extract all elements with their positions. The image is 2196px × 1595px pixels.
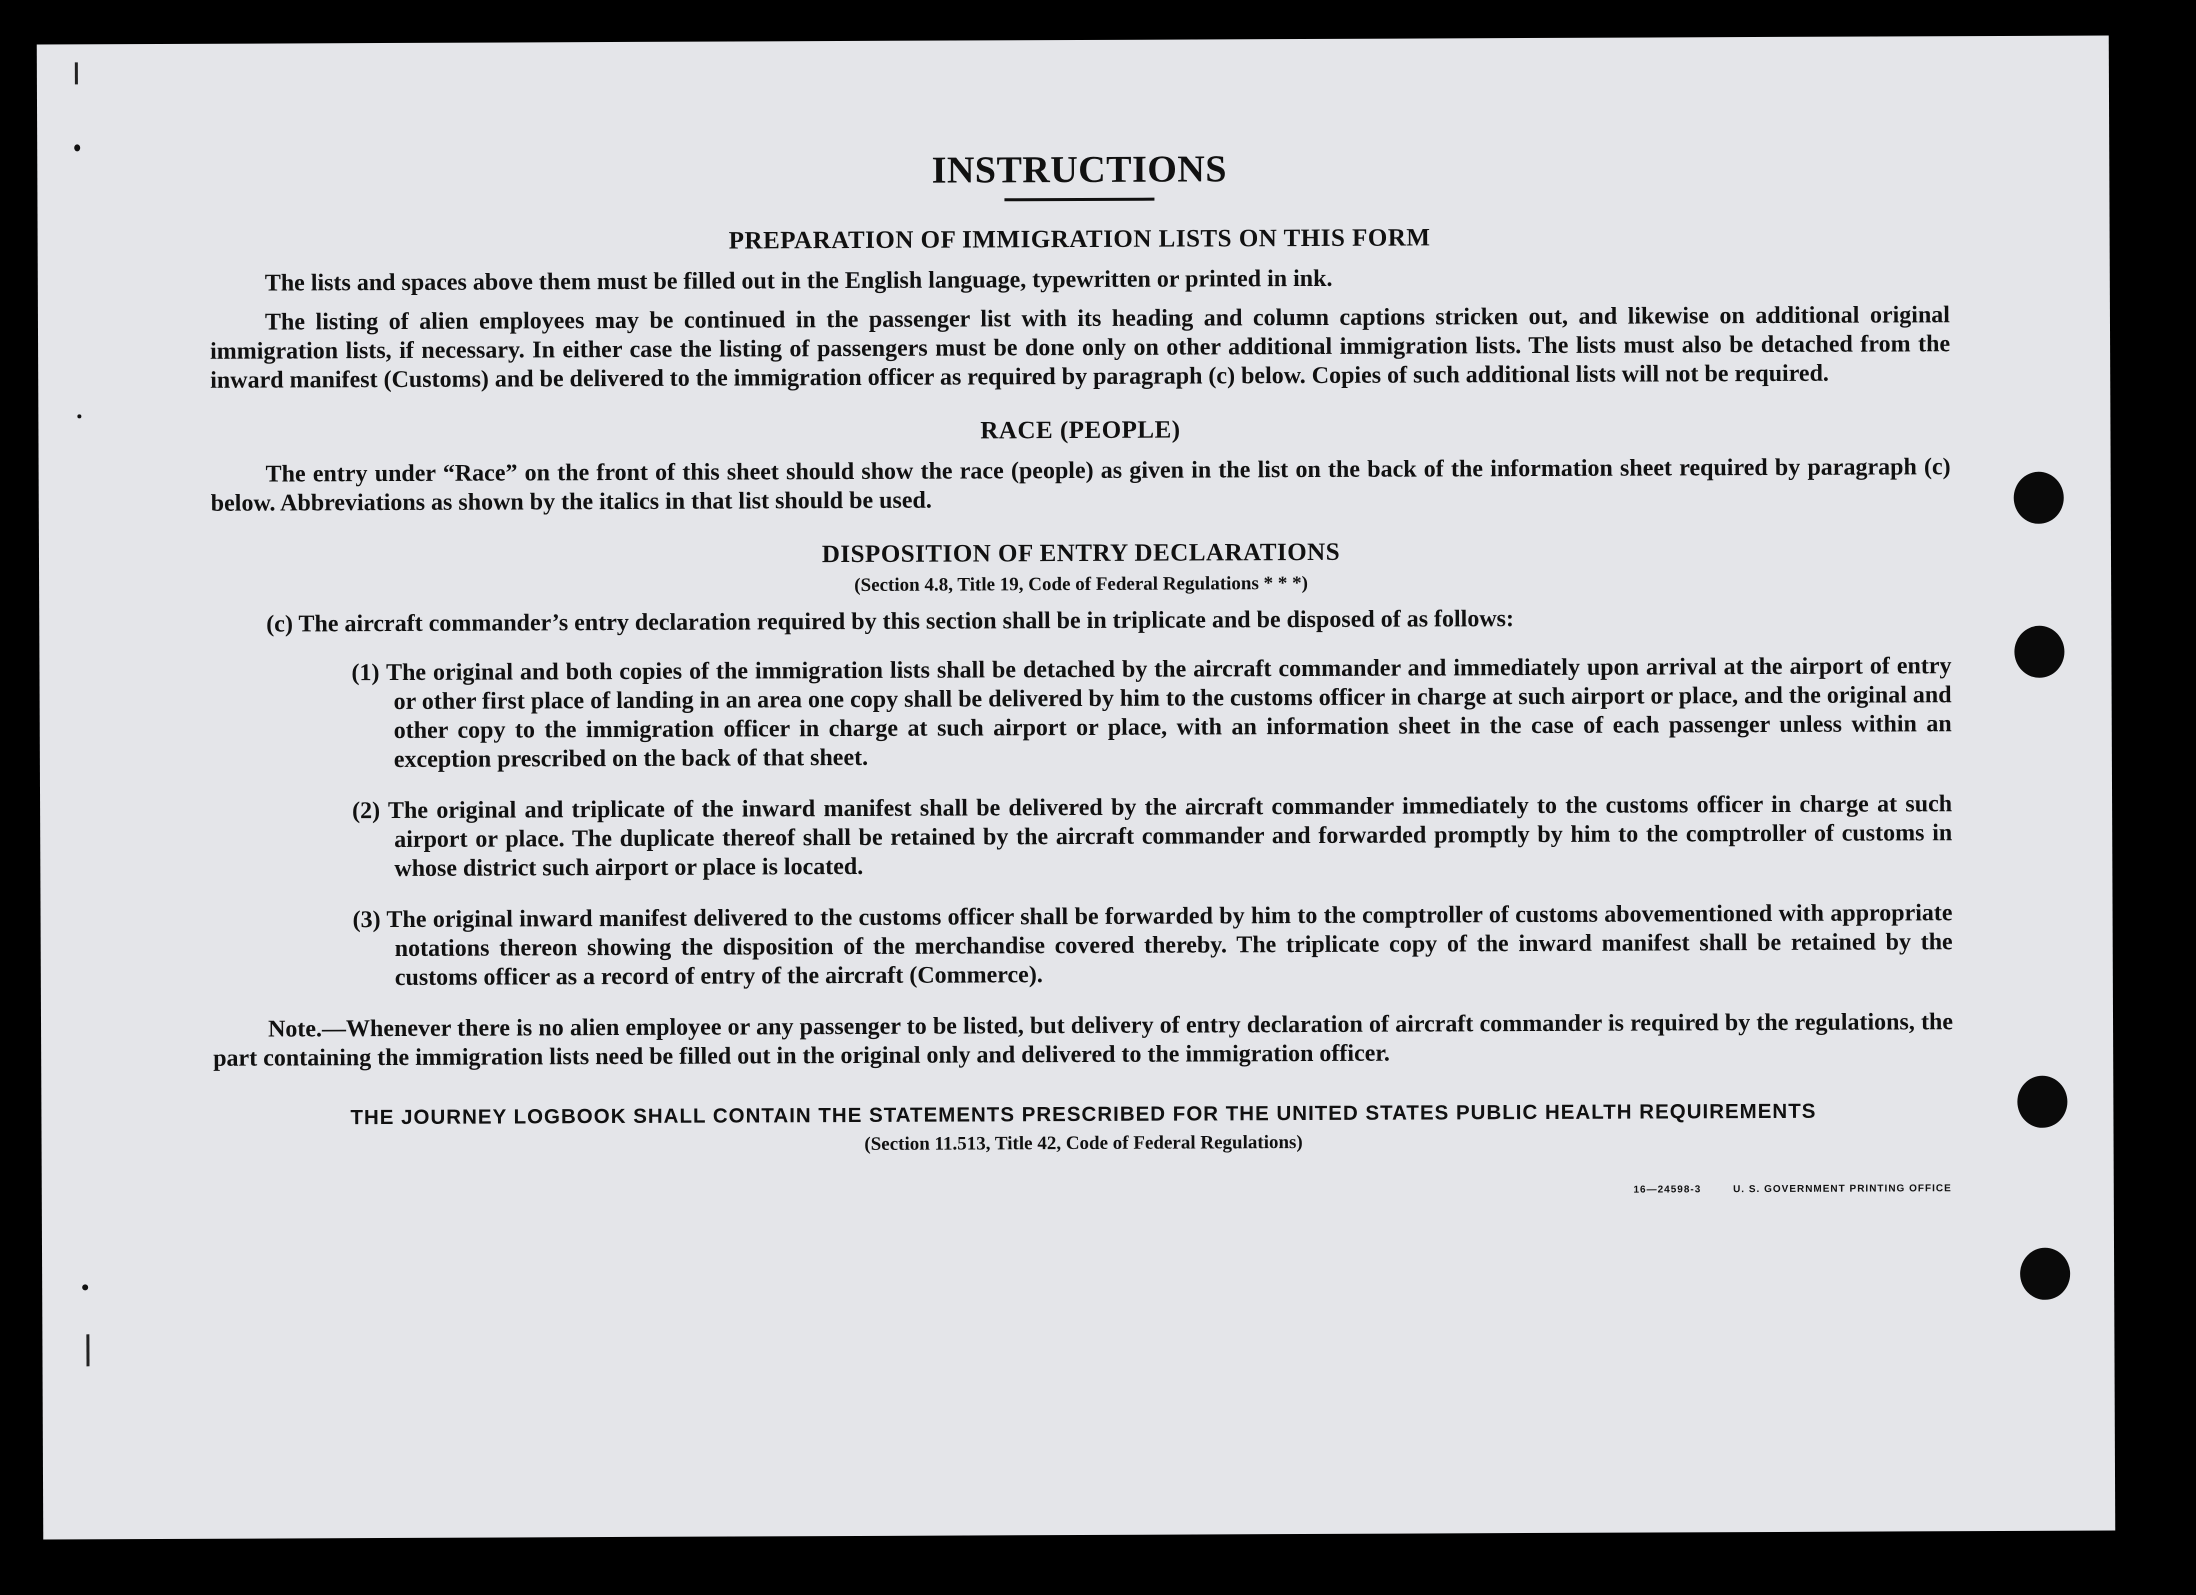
list-item-3: (3) The original inward manifest delivered to the customs officer shall be forwarded by him to the comptroller of customs abovementioned with appropriate notations thereon showing the disposition of the merchandise covered thereby. The triplicate copy of the inward manifest shall be retained by the customs officer as a record of entry of the aircraft (Commerce).: [352, 900, 1953, 991]
printer-footer: [214, 1174, 1954, 1211]
margin-mark: [75, 62, 78, 84]
punch-hole-4: [2020, 1248, 2070, 1300]
punch-hole-1: [2014, 472, 2064, 524]
list-item-2: (2) The original and triplicate of the inward manifest shall be delivered by the aircraft commander immediately to the customs officer in charge at such airport or place. The duplicate thereof shall be retained by the aircraft commander and forwarded promptly by him to the comptroller of customs in whose district such airport or place is located.: [352, 791, 1953, 882]
paragraph-immigration-1: The lists and spaces above them must be filled out in the English language, typewritten or printed in ink.: [264, 265, 1333, 297]
heading-disposition: DISPOSITION OF ENTRY DECLARATIONS: [821, 538, 1341, 569]
margin-speck: [74, 144, 80, 151]
title-underline: [1004, 198, 1154, 202]
public-health-statement: THE JOURNEY LOGBOOK SHALL CONTAIN THE STATEMENTS PRESCRIBED FOR THE UNITED STATES PUBLIC HEALTH REQUIREMENTS: [350, 1099, 1817, 1130]
printer-name: U. S. GOVERNMENT PRINTING OFFICE: [1733, 1183, 1952, 1196]
punch-hole-3: [2017, 1076, 2067, 1128]
disposition-citation: (Section 4.8, Title 19, Code of Federal Regulations * * *): [854, 572, 1309, 596]
form-number: 16—24598-3: [1633, 1184, 1702, 1196]
paper-sheet: [37, 35, 2116, 1539]
margin-mark: [86, 1334, 89, 1366]
paragraph-race: The entry under “Race” on the front of this sheet should show the race (people) as given in the list on the back of the information sheet required by paragraph (c) below. Abbreviations as shown by the italics in that list should be used.: [210, 454, 1951, 517]
heading-race: RACE (PEOPLE): [980, 416, 1181, 445]
paragraph-immigration-2: The listing of alien employees may be continued in the passenger list with its heading and column captions stricken out, and likewise on additional original immigration lists, if necessary. In either case the listing of passengers must be done only on other additional immigration lists. The lists must also be detached from the inward manifest (Customs) and be delivered to the immigration officer as required by paragraph (c) below. Copies of such additional lists will not be required.: [210, 302, 1951, 394]
punch-hole-2: [2014, 626, 2064, 678]
margin-speck: [77, 414, 81, 418]
heading-immigration: PREPARATION OF IMMIGRATION LISTS ON THIS FORM: [728, 224, 1431, 255]
list-item-1: (1) The original and both copies of the immigration lists shall be detached by the aircraft commander and immediately upon arrival at the airport of entry or other first place of landing in an area one copy shall be delivered by him to the customs officer in charge at such airport or place, and the original and other copy to the immigration officer in charge at such airport or place, with an information sheet in the case of each passenger unless within an exception prescribed on the back of that sheet.: [351, 653, 1952, 773]
paragraph-c: (c) The aircraft commander’s entry declaration required by this section shall be in triplicate and be disposed of as follows:: [266, 606, 1515, 638]
document-body: [209, 106, 1954, 1211]
public-health-citation: (Section 11.513, Title 42, Code of Federal Regulations): [864, 1132, 1303, 1155]
note-paragraph: Note.—Whenever there is no alien employee or any passenger to be listed, but delivery of entry declaration of aircraft commander is required by the regulations, the part containing the immigration lists need be filled out in the original only and delivered to the immigration officer.: [213, 1009, 1954, 1072]
page-title: INSTRUCTIONS: [931, 148, 1228, 192]
margin-speck: [82, 1284, 88, 1290]
